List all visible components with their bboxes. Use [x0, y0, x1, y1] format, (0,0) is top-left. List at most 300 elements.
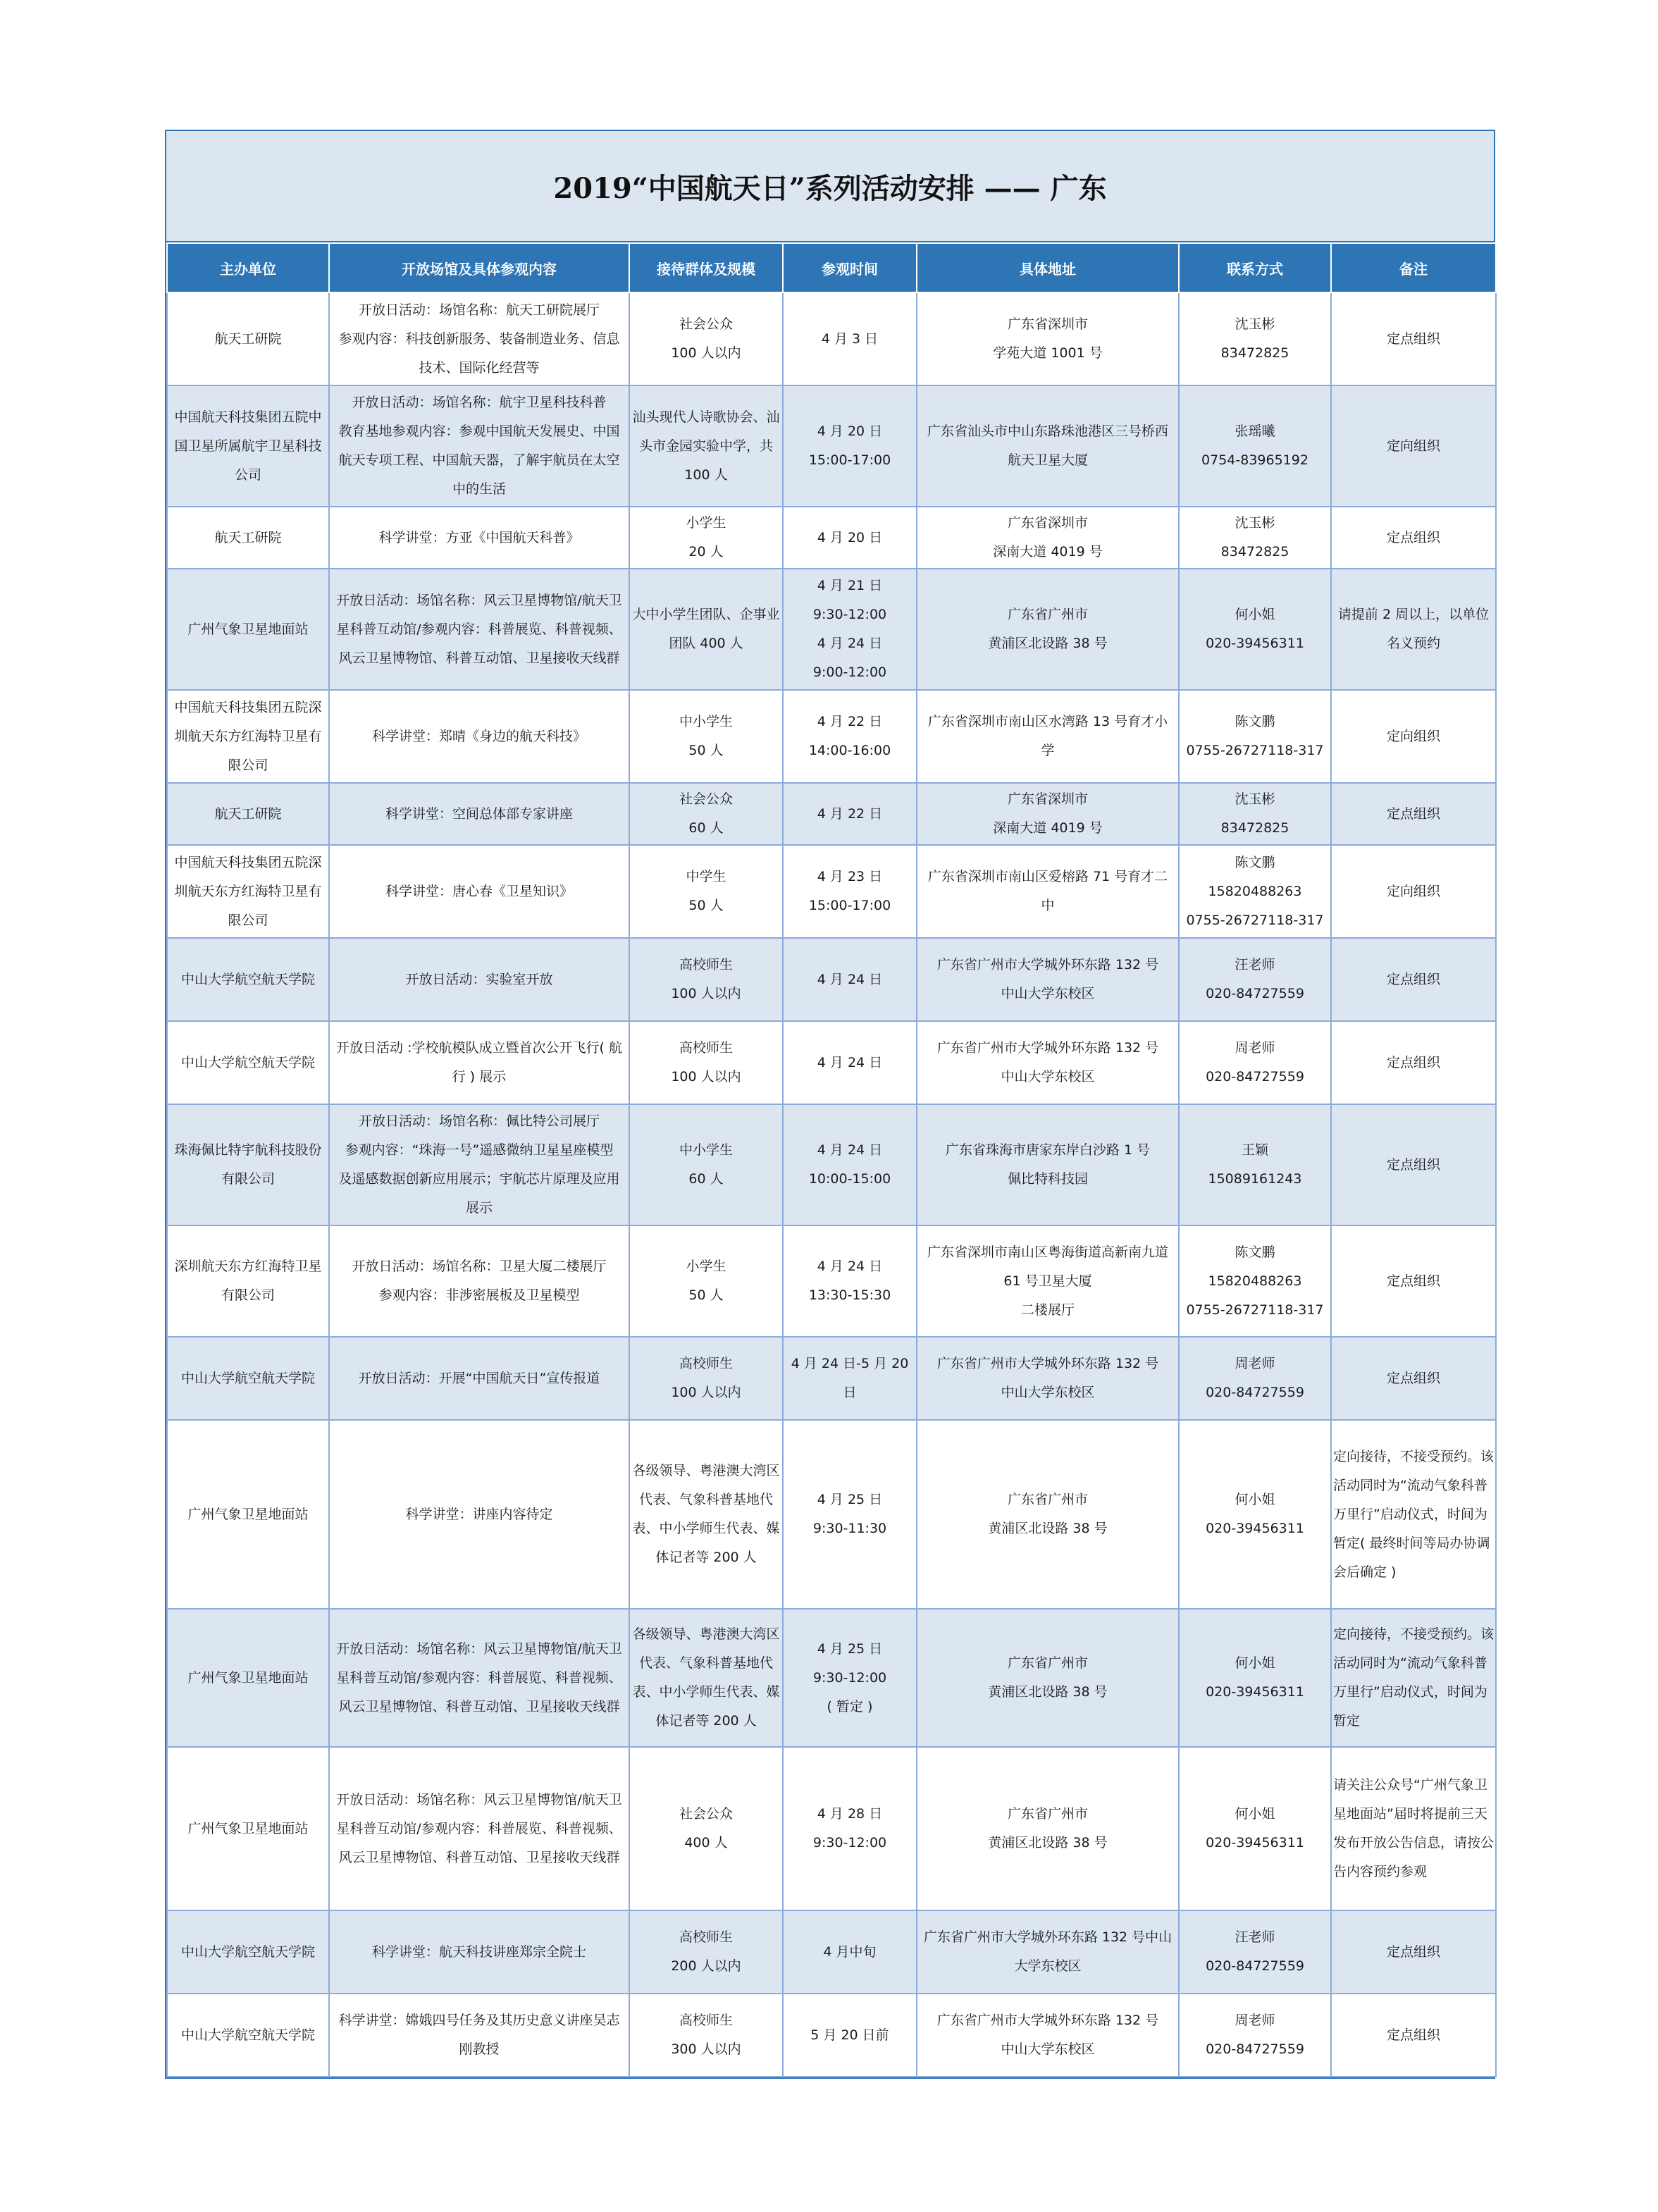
cell-org: [167, 385, 329, 507]
cell-note-line: 名义预约: [1386, 636, 1440, 651]
cell-contact-line: 沈玉彬: [1235, 515, 1275, 531]
cell-time-line: 13:30-15:30: [808, 1287, 891, 1303]
cell-org-line: 广州气象卫星地面站: [187, 1820, 309, 1836]
header-time: 参观时间: [783, 243, 917, 292]
table-row: [167, 783, 1496, 845]
cell-content-line: 开放日活动：场馆名称：航宇卫星科技科普: [352, 395, 607, 410]
cell-time: [783, 1747, 917, 1910]
cell-note-line: 定点组织: [1386, 1156, 1440, 1173]
cell-address-line: 广东省广州市大学城外环东路 132 号: [936, 957, 1159, 972]
cell-content: [329, 1225, 629, 1337]
table-row: [167, 1910, 1496, 1994]
cell-note: [1331, 783, 1496, 845]
cell-time-line: 4 月 21 日: [817, 578, 883, 593]
cell-contact-line: 020-39456311: [1206, 636, 1304, 651]
cell-address-line: 广东省深圳市: [1007, 316, 1088, 332]
cell-org: [167, 845, 329, 938]
cell-contact-line: 020-84727559: [1206, 1385, 1304, 1400]
cell-org-line: 有限公司: [221, 1171, 275, 1187]
cell-address-line: 广东省广州市: [1007, 1655, 1088, 1671]
cell-contact-line: 沈玉彬: [1235, 791, 1275, 807]
cell-note-line: 定向组织: [1386, 883, 1440, 899]
cell-note-line: 定点组织: [1386, 1054, 1440, 1070]
cell-time-line: 4 月 24 日: [817, 1142, 883, 1158]
cell-contact: [1179, 845, 1331, 938]
cell-address-line: 广东省广州市大学城外环东路 132 号: [936, 2013, 1159, 2028]
cell-address-line: 学苑大道 1001 号: [993, 345, 1103, 361]
cell-org-line: 广州气象卫星地面站: [187, 621, 309, 637]
cell-org-line: 深圳航天东方红海特卫星: [174, 1259, 322, 1274]
cell-contact-line: 沈玉彬: [1235, 316, 1275, 332]
cell-time-line: 15:00-17:00: [808, 898, 891, 913]
cell-contact-line: 何小姐: [1235, 1806, 1275, 1822]
header-content: 开放场馆及具体参观内容: [329, 243, 629, 292]
cell-org-line: 广州气象卫星地面站: [187, 1506, 309, 1522]
cell-contact: [1179, 783, 1331, 845]
cell-content-line: 开放日活动：场馆名称：风云卫星博物馆/航天卫: [336, 1791, 622, 1808]
cell-note-line: 定向接待，不接受预约。该: [1333, 1448, 1495, 1464]
cell-content-line: 技术、国际化经营等: [419, 359, 540, 376]
cell-contact-line: 周老师: [1235, 1040, 1275, 1056]
cell-content: [329, 385, 629, 507]
cell-content-line: 及遥感数据创新应用展示；宇航芯片原理及应用: [338, 1171, 620, 1187]
cell-content-line: 星科普互动馆/参观内容：科普展览、科普视频、: [336, 1669, 622, 1686]
cell-org-line: 中国航天科技集团五院深: [174, 699, 322, 715]
cell-org: [167, 1021, 329, 1104]
cell-note-line: 活动同时为“流动气象科普: [1333, 1655, 1487, 1671]
cell-audience-line: 300 人以内: [671, 2041, 741, 2057]
cell-audience: [629, 938, 783, 1021]
cell-audience: [629, 1337, 783, 1420]
cell-audience: [629, 507, 783, 569]
cell-org: [167, 1910, 329, 1994]
cell-contact: [1179, 292, 1331, 385]
cell-note-line: 定点组织: [1386, 529, 1440, 545]
cell-content-line: 参观内容：科技创新服务、装备制造业务、信息: [338, 330, 620, 347]
cell-contact-line: 何小姐: [1235, 1655, 1275, 1671]
cell-audience-line: 高校师生: [679, 2013, 733, 2028]
cell-content-line: 开放日活动：场馆名称：卫星大厦二楼展厅: [352, 1259, 607, 1274]
cell-address-line: 黄浦区北设路 38 号: [988, 1835, 1108, 1850]
cell-content: [329, 292, 629, 385]
cell-audience: [629, 845, 783, 938]
cell-address-line: 广东省珠海市唐家东岸白沙路 1 号: [945, 1142, 1151, 1158]
cell-org-line: 中山大学航空航天学院: [180, 971, 315, 987]
cell-time-line: 4 月 24 日: [817, 1054, 883, 1070]
cell-address-line: 广东省深圳市: [1007, 515, 1088, 531]
cell-time-line: 4 月 24 日: [817, 971, 883, 987]
cell-org-line: 有限公司: [221, 1287, 275, 1303]
cell-time: [783, 938, 917, 1021]
table-row: [167, 1225, 1496, 1337]
cell-audience: [629, 1104, 783, 1225]
cell-address-line: 广东省广州市: [1007, 1492, 1088, 1507]
cell-note-line: 发布开放公告信息，请按公: [1333, 1835, 1495, 1850]
cell-org: [167, 1337, 329, 1420]
cell-contact-line: 0755-26727118-317: [1186, 1302, 1324, 1318]
cell-address-line: 广东省汕头市中山东路珠池港区三号桥西: [927, 424, 1168, 439]
cell-time-line: 5 月 20 日前: [810, 2027, 889, 2043]
cell-address: [917, 1747, 1179, 1910]
header-address: 具体地址: [917, 243, 1179, 292]
cell-content: [329, 507, 629, 569]
cell-audience-line: 60 人: [688, 820, 724, 836]
cell-content: [329, 1910, 629, 1994]
cell-content: [329, 783, 629, 845]
cell-contact: [1179, 690, 1331, 783]
cell-address-line: 黄浦区北设路 38 号: [988, 636, 1108, 651]
cell-contact-line: 020-39456311: [1206, 1521, 1304, 1536]
cell-org-line: 圳航天东方红海特卫星有: [174, 883, 322, 899]
cell-note-line: 请关注公众号“广州气象卫: [1333, 1777, 1487, 1793]
cell-note: [1331, 1104, 1496, 1225]
cell-note: [1331, 1337, 1496, 1420]
cell-org-line: 航天工研院: [214, 805, 282, 822]
cell-address-line: 广东省深圳市: [1007, 791, 1088, 807]
table-row: [167, 1337, 1496, 1420]
cell-contact-line: 83472825: [1220, 544, 1289, 560]
cell-content-line: 星科普互动馆/参观内容：科普展览、科普视频、: [336, 621, 622, 637]
cell-time-line: 9:30-12:00: [812, 1835, 887, 1850]
cell-audience: [629, 690, 783, 783]
cell-address: [917, 1225, 1179, 1337]
cell-content: [329, 1994, 629, 2077]
cell-content-line: 科学讲堂：航天科技讲座郑宗全院士: [371, 1944, 586, 1960]
cell-address-line: 广东省广州市: [1007, 607, 1088, 622]
cell-audience-line: 高校师生: [679, 1356, 733, 1371]
cell-address-line: 二楼展厅: [1020, 1302, 1075, 1318]
cell-contact-line: 陈文鹏: [1235, 854, 1275, 870]
cell-audience-line: 20 人: [688, 544, 724, 560]
cell-contact-line: 83472825: [1220, 345, 1289, 361]
cell-note-line: 定向组织: [1386, 438, 1440, 454]
cell-note: [1331, 507, 1496, 569]
cell-address: [917, 292, 1179, 385]
cell-audience: [629, 292, 783, 385]
cell-contact: [1179, 1910, 1331, 1994]
cell-org-line: 中山大学航空航天学院: [180, 1054, 315, 1070]
cell-time-line: 4 月 25 日: [817, 1492, 883, 1507]
cell-time: [783, 690, 917, 783]
cell-address-line: 大学东校区: [1014, 1958, 1082, 1974]
cell-audience-line: 100 人: [684, 467, 728, 483]
table-row: [167, 1420, 1496, 1609]
cell-audience-line: 60 人: [688, 1171, 724, 1187]
cell-time-line: ( 暂定 ): [827, 1698, 873, 1714]
cell-content: [329, 1021, 629, 1104]
cell-content-line: 刚教授: [459, 2041, 500, 2057]
cell-address-line: 广东省深圳市南山区粤海街道高新南九道: [927, 1244, 1168, 1260]
cell-contact-line: 020-39456311: [1206, 1835, 1304, 1850]
cell-audience-line: 50 人: [688, 898, 724, 913]
cell-org-line: 圳航天东方红海特卫星有: [174, 728, 322, 744]
cell-note: [1331, 1609, 1496, 1747]
cell-audience-line: 200 人以内: [671, 1958, 741, 1974]
cell-time-line: 9:30-12:00: [812, 607, 887, 622]
cell-org-line: 中国航天科技集团五院深: [174, 854, 322, 870]
cell-audience-line: 体记者等 200 人: [655, 1713, 757, 1729]
cell-address-line: 黄浦区北设路 38 号: [988, 1684, 1108, 1700]
cell-note: [1331, 938, 1496, 1021]
cell-address: [917, 385, 1179, 507]
cell-content-line: 开放日活动：开展“中国航天日”宣传报道: [358, 1370, 600, 1386]
table-row: [167, 1021, 1496, 1104]
cell-time: [783, 1104, 917, 1225]
cell-contact-line: 020-84727559: [1206, 1069, 1304, 1085]
cell-time-line: 4 月 22 日: [817, 714, 883, 729]
cell-address-line: 航天卫星大厦: [1007, 452, 1088, 468]
cell-org: [167, 1225, 329, 1337]
table-row: [167, 690, 1496, 783]
cell-time-line: 4 月 3 日: [821, 330, 879, 347]
cell-note: [1331, 1225, 1496, 1337]
cell-audience-line: 各级领导、粤港澳大湾区: [632, 1463, 780, 1478]
cell-org-line: 航天工研院: [214, 529, 282, 545]
cell-note-line: 告内容预约参观: [1333, 1864, 1428, 1879]
cell-audience-line: 汕头现代人诗歌协会、汕: [632, 409, 780, 425]
cell-contact-line: 汪老师: [1235, 957, 1275, 972]
cell-address: [917, 783, 1179, 845]
cell-contact-line: 15820488263: [1208, 1273, 1302, 1289]
cell-address-line: 广东省广州市大学城外环东路 132 号中山: [923, 1929, 1173, 1945]
cell-audience-line: 高校师生: [679, 1929, 733, 1945]
cell-audience-line: 代表、气象科普基地代: [638, 1492, 773, 1507]
cell-audience: [629, 1994, 783, 2077]
cell-time: [783, 1910, 917, 1994]
cell-time-line: 4 月 20 日: [817, 424, 883, 439]
cell-audience: [629, 783, 783, 845]
cell-org-line: 航天工研院: [214, 330, 282, 347]
cell-address: [917, 1337, 1179, 1420]
cell-address-line: 学: [1041, 743, 1055, 758]
cell-contact-line: 周老师: [1235, 2013, 1275, 2028]
cell-address-line: 广东省广州市大学城外环东路 132 号: [936, 1356, 1159, 1371]
cell-contact-line: 0755-26727118-317: [1186, 912, 1324, 928]
cell-org-line: 中山大学航空航天学院: [180, 1370, 315, 1386]
cell-content-line: 展示: [465, 1200, 493, 1216]
cell-content-line: 开放日活动 :学校航模队成立暨首次公开飞行( 航: [336, 1040, 622, 1056]
cell-time-line: 9:00-12:00: [812, 665, 887, 680]
cell-contact: [1179, 569, 1331, 690]
cell-audience-line: 中小学生: [679, 714, 733, 729]
cell-content-line: 航天专项工程、中国航天器，了解宇航员在太空: [338, 452, 620, 468]
cell-org-line: 中国航天科技集团五院中: [174, 409, 322, 425]
cell-address-line: 中: [1041, 898, 1055, 913]
cell-note: [1331, 845, 1496, 938]
cell-time: [783, 783, 917, 845]
cell-address: [917, 507, 1179, 569]
cell-audience-line: 团队 400 人: [669, 636, 743, 651]
cell-address-line: 广东省深圳市南山区爱榕路 71 号育才二: [927, 869, 1168, 884]
cell-note-line: 定向组织: [1386, 728, 1440, 744]
cell-contact-line: 陈文鹏: [1235, 714, 1275, 729]
table-row: [167, 1609, 1496, 1747]
schedule-table: [166, 242, 1497, 2077]
cell-org-line: 国卫星所属航宇卫星科技: [174, 438, 322, 454]
cell-time-line: 4 月 20 日: [817, 529, 883, 545]
cell-audience-line: 高校师生: [679, 1040, 733, 1056]
cell-time-line: 4 月 22 日: [817, 805, 883, 822]
cell-address: [917, 1104, 1179, 1225]
cell-content: [329, 1747, 629, 1910]
cell-time: [783, 1337, 917, 1420]
cell-audience-line: 大中小学生团队、企事业: [632, 607, 780, 622]
cell-contact: [1179, 1747, 1331, 1910]
table-body: [167, 292, 1496, 2077]
cell-audience-line: 100 人以内: [671, 345, 741, 361]
cell-contact-line: 83472825: [1220, 820, 1289, 836]
table-row: [167, 1994, 1496, 2077]
cell-content-line: 开放日活动：场馆名称：航天工研院展厅: [358, 302, 600, 318]
cell-org-line: 公司: [234, 467, 261, 483]
cell-content-line: 参观内容：非涉密展板及卫星模型: [378, 1287, 580, 1303]
cell-content: [329, 1104, 629, 1225]
cell-note: [1331, 385, 1496, 507]
cell-audience: [629, 1021, 783, 1104]
cell-time-line: 4 月 24 日: [817, 1259, 883, 1274]
cell-org: [167, 1994, 329, 2077]
cell-org: [167, 292, 329, 385]
table-row: [167, 507, 1496, 569]
cell-note-line: 定点组织: [1386, 1273, 1440, 1289]
cell-content-line: 行 ) 展示: [452, 1069, 507, 1085]
cell-note: [1331, 292, 1496, 385]
cell-note-line: 定点组织: [1386, 1944, 1440, 1960]
cell-note-line: 请提前 2 周以上，以单位: [1337, 607, 1490, 622]
cell-org: [167, 1609, 329, 1747]
cell-note-line: 定点组织: [1386, 330, 1440, 347]
cell-content: [329, 1337, 629, 1420]
cell-contact-line: 何小姐: [1235, 607, 1275, 622]
cell-time: [783, 385, 917, 507]
cell-contact-line: 020-84727559: [1206, 2041, 1304, 2057]
cell-time-line: 9:30-11:30: [812, 1521, 887, 1536]
header-contact: 联系方式: [1179, 243, 1331, 292]
cell-contact: [1179, 507, 1331, 569]
table-row: [167, 292, 1496, 385]
cell-content: [329, 569, 629, 690]
cell-audience: [629, 1420, 783, 1609]
cell-org-line: 中山大学航空航天学院: [180, 2027, 315, 2043]
cell-note: [1331, 569, 1496, 690]
cell-content-line: 科学讲堂：郑晴《身边的航天科技》: [371, 728, 586, 744]
cell-audience: [629, 1747, 783, 1910]
cell-content-line: 开放日活动：实验室开放: [405, 971, 553, 987]
cell-content: [329, 1420, 629, 1609]
cell-audience: [629, 1609, 783, 1747]
cell-time-line: 4 月 24 日-5 月 20 日: [791, 1356, 909, 1400]
cell-org-line: 中山大学航空航天学院: [180, 1944, 315, 1960]
cell-contact-line: 汪老师: [1235, 1929, 1275, 1945]
cell-address-line: 佩比特科技园: [1007, 1171, 1088, 1187]
table-row: [167, 1747, 1496, 1910]
cell-org: [167, 938, 329, 1021]
cell-address-line: 中山大学东校区: [1001, 1069, 1095, 1085]
cell-address-line: 中山大学东校区: [1001, 986, 1095, 1001]
cell-address-line: 广东省深圳市南山区水湾路 13 号育才小: [927, 714, 1168, 729]
cell-note-line: 会后确定 ): [1333, 1564, 1397, 1580]
page-title: 2019“中国航天日”系列活动安排 —— 广东: [166, 131, 1494, 242]
table-row: [167, 845, 1496, 938]
cell-audience-line: 小学生: [686, 1259, 726, 1274]
cell-audience-line: 100 人以内: [671, 1069, 741, 1085]
cell-contact-line: 陈文鹏: [1235, 1244, 1275, 1260]
cell-contact: [1179, 938, 1331, 1021]
cell-contact: [1179, 1420, 1331, 1609]
cell-address: [917, 1910, 1179, 1994]
cell-time: [783, 1994, 917, 2077]
header-org: 主办单位: [167, 243, 329, 292]
cell-note: [1331, 690, 1496, 783]
cell-audience-line: 中小学生: [679, 1142, 733, 1158]
cell-address: [917, 1994, 1179, 2077]
cell-time-line: 4 月 25 日: [817, 1641, 883, 1657]
table-row: [167, 385, 1496, 507]
cell-time: [783, 1609, 917, 1747]
cell-note-line: 活动同时为“流动气象科普: [1333, 1477, 1487, 1493]
cell-address: [917, 845, 1179, 938]
cell-address-line: 深南大道 4019 号: [993, 820, 1103, 836]
header-row: [167, 243, 1496, 292]
cell-address: [917, 690, 1179, 783]
cell-address-line: 黄浦区北设路 38 号: [988, 1521, 1108, 1536]
cell-note: [1331, 1747, 1496, 1910]
cell-address-line: 深南大道 4019 号: [993, 544, 1103, 560]
cell-note-line: 暂定: [1333, 1713, 1361, 1729]
cell-content: [329, 845, 629, 938]
cell-contact-line: 王颖: [1241, 1142, 1268, 1158]
cell-note-line: 定点组织: [1386, 2027, 1440, 2043]
cell-audience: [629, 1225, 783, 1337]
cell-audience-line: 中学生: [686, 869, 726, 884]
cell-content-line: 科学讲堂：空间总体部专家讲座: [385, 805, 573, 822]
cell-note-line: 定点组织: [1386, 805, 1440, 822]
cell-content: [329, 690, 629, 783]
cell-org: [167, 1104, 329, 1225]
cell-audience: [629, 569, 783, 690]
cell-address: [917, 1021, 1179, 1104]
cell-time-line: 10:00-15:00: [808, 1171, 891, 1187]
cell-time: [783, 1021, 917, 1104]
cell-time: [783, 1420, 917, 1609]
cell-note: [1331, 1910, 1496, 1994]
cell-note: [1331, 1994, 1496, 2077]
cell-content-line: 星科普互动馆/参观内容：科普展览、科普视频、: [336, 1820, 622, 1836]
cell-time: [783, 507, 917, 569]
cell-contact: [1179, 1609, 1331, 1747]
cell-org-line: 广州气象卫星地面站: [187, 1669, 309, 1686]
cell-audience-line: 社会公众: [679, 791, 733, 807]
cell-time-line: 15:00-17:00: [808, 452, 891, 468]
cell-contact-line: 020-84727559: [1206, 1958, 1304, 1974]
cell-note: [1331, 1420, 1496, 1609]
cell-contact-line: 020-84727559: [1206, 986, 1304, 1001]
table-row: [167, 938, 1496, 1021]
cell-content-line: 开放日活动：场馆名称：风云卫星博物馆/航天卫: [336, 1641, 622, 1657]
cell-contact: [1179, 1021, 1331, 1104]
cell-time-line: 4 月 24 日: [817, 636, 883, 651]
cell-content-line: 风云卫星博物馆、科普互动馆、卫星接收天线群: [338, 1698, 620, 1714]
cell-audience: [629, 385, 783, 507]
cell-content-line: 科学讲堂：嫦娥四号任务及其历史意义讲座吴志: [338, 2013, 620, 2028]
cell-org-line: 限公司: [228, 912, 268, 928]
cell-org: [167, 783, 329, 845]
cell-org: [167, 569, 329, 690]
cell-note-line: 定点组织: [1386, 1370, 1440, 1386]
cell-time: [783, 569, 917, 690]
cell-content-line: 风云卫星博物馆、科普互动馆、卫星接收天线群: [338, 650, 620, 666]
cell-time: [783, 292, 917, 385]
